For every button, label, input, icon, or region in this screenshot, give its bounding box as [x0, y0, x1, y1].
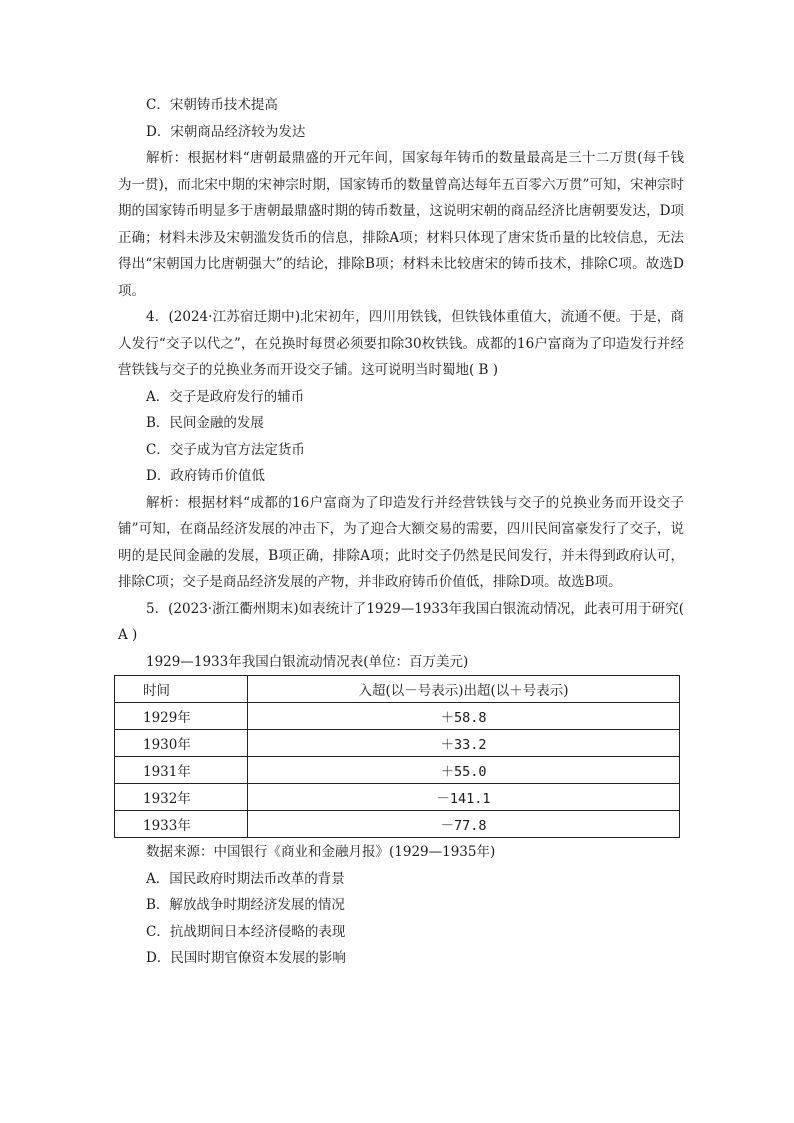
row-value: －77.8 [248, 810, 680, 837]
table-row [115, 702, 680, 729]
q3-option-c: C．宋朝铸币技术提高 [146, 97, 278, 113]
q5-option-c: C．抗战期间日本经济侵略的表现 [146, 923, 346, 940]
q4-stem: 4．(2024·江苏宿迁期中)北宋初年，四川用铁钱，但铁钱体重值大，流通不便。于是，商人发行“交子以代之”，在兑换时每贯必须要扣除30枚铁钱。成都的16户富商为了印造发行并经营铁钱与交子的兑换业务而开设交子铺。这可说明当时蜀地( B ) [118, 309, 684, 378]
q4-option-c: C．交子成为官方法定货币 [146, 441, 305, 458]
row-year: 1933年 [115, 810, 248, 837]
q5-stem: 5．(2023·浙江衢州期末)如表统计了1929—1933年我国白银流动情况，此表可用于研究( A ) [118, 600, 684, 643]
table-row [115, 756, 680, 783]
row-value: －141.1 [248, 783, 680, 810]
table-source: 数据来源：中国银行《商业和金融月报》(1929—1935年) [146, 843, 496, 860]
q4-option-b: B．民间金融的发展 [146, 415, 264, 431]
row-value: ＋58.8 [248, 702, 680, 729]
header-flow: 入超(以－号表示)出超(以＋号表示) [248, 675, 680, 702]
table-header-row [115, 675, 680, 702]
q3-option-d: D．宋朝商品经济较为发达 [146, 123, 306, 140]
row-year: 1931年 [115, 756, 248, 783]
table-row [115, 810, 680, 837]
table-caption: 1929—1933年我国白银流动情况表(单位：百万美元) [146, 653, 469, 670]
q5-option-b: B．解放战争时期经济发展的情况 [146, 897, 345, 913]
q4-analysis: 解析：根据材料“成都的16户富商为了印造发行并经营铁钱与交子的兑换业务而开设交子铺”可知，在商品经济发展的冲击下，为了迎合大额交易的需要，四川民间富豪发行了交子，说明的是民间金融的发展，B项正确，排除A项；此时交子仍然是民间发行，并未得到政府认可，排除C项；交子是商品经济发展的产物，并非政府铸币价值低，排除D项。故选B项。 [118, 494, 684, 590]
q4-option-d: D．政府铸币价值低 [146, 468, 265, 484]
table-row [115, 729, 680, 756]
q5-option-d: D．民国时期官僚资本发展的影响 [146, 950, 346, 966]
row-year: 1932年 [115, 783, 248, 810]
row-year: 1929年 [115, 702, 248, 729]
table-row [115, 783, 680, 810]
row-value: ＋55.0 [248, 756, 680, 783]
row-year: 1930年 [115, 729, 248, 756]
silver-flow-table [114, 675, 680, 838]
row-value: ＋33.2 [248, 729, 680, 756]
header-time: 时间 [115, 675, 248, 702]
q4-option-a: A．交子是政府发行的辅币 [146, 388, 305, 405]
document-page [118, 92, 684, 972]
q3-analysis: 解析：根据材料“唐朝最鼎盛的开元年间，国家每年铸币的数量最高是三十二万贯(每千钱为一贯)，而北宋中期的宋神宗时期，国家铸币的数量曾高达每年五百零六万贯”可知，宋神宗时期的国家铸币明显多于唐朝最鼎盛时期的铸币数量，这说明宋朝的商品经济比唐朝要发达，D项正确；材料未涉及宋朝滥发货币的信息，排除A项；材料只体现了唐宋货币量的比较信息，无法得出“宋朝国力比唐朝强大”的结论，排除B项；材料未比较唐宋的铸币技术，排除C项。故选D项。 [118, 150, 684, 299]
q5-option-a: A．国民政府时期法币改革的背景 [146, 870, 345, 887]
